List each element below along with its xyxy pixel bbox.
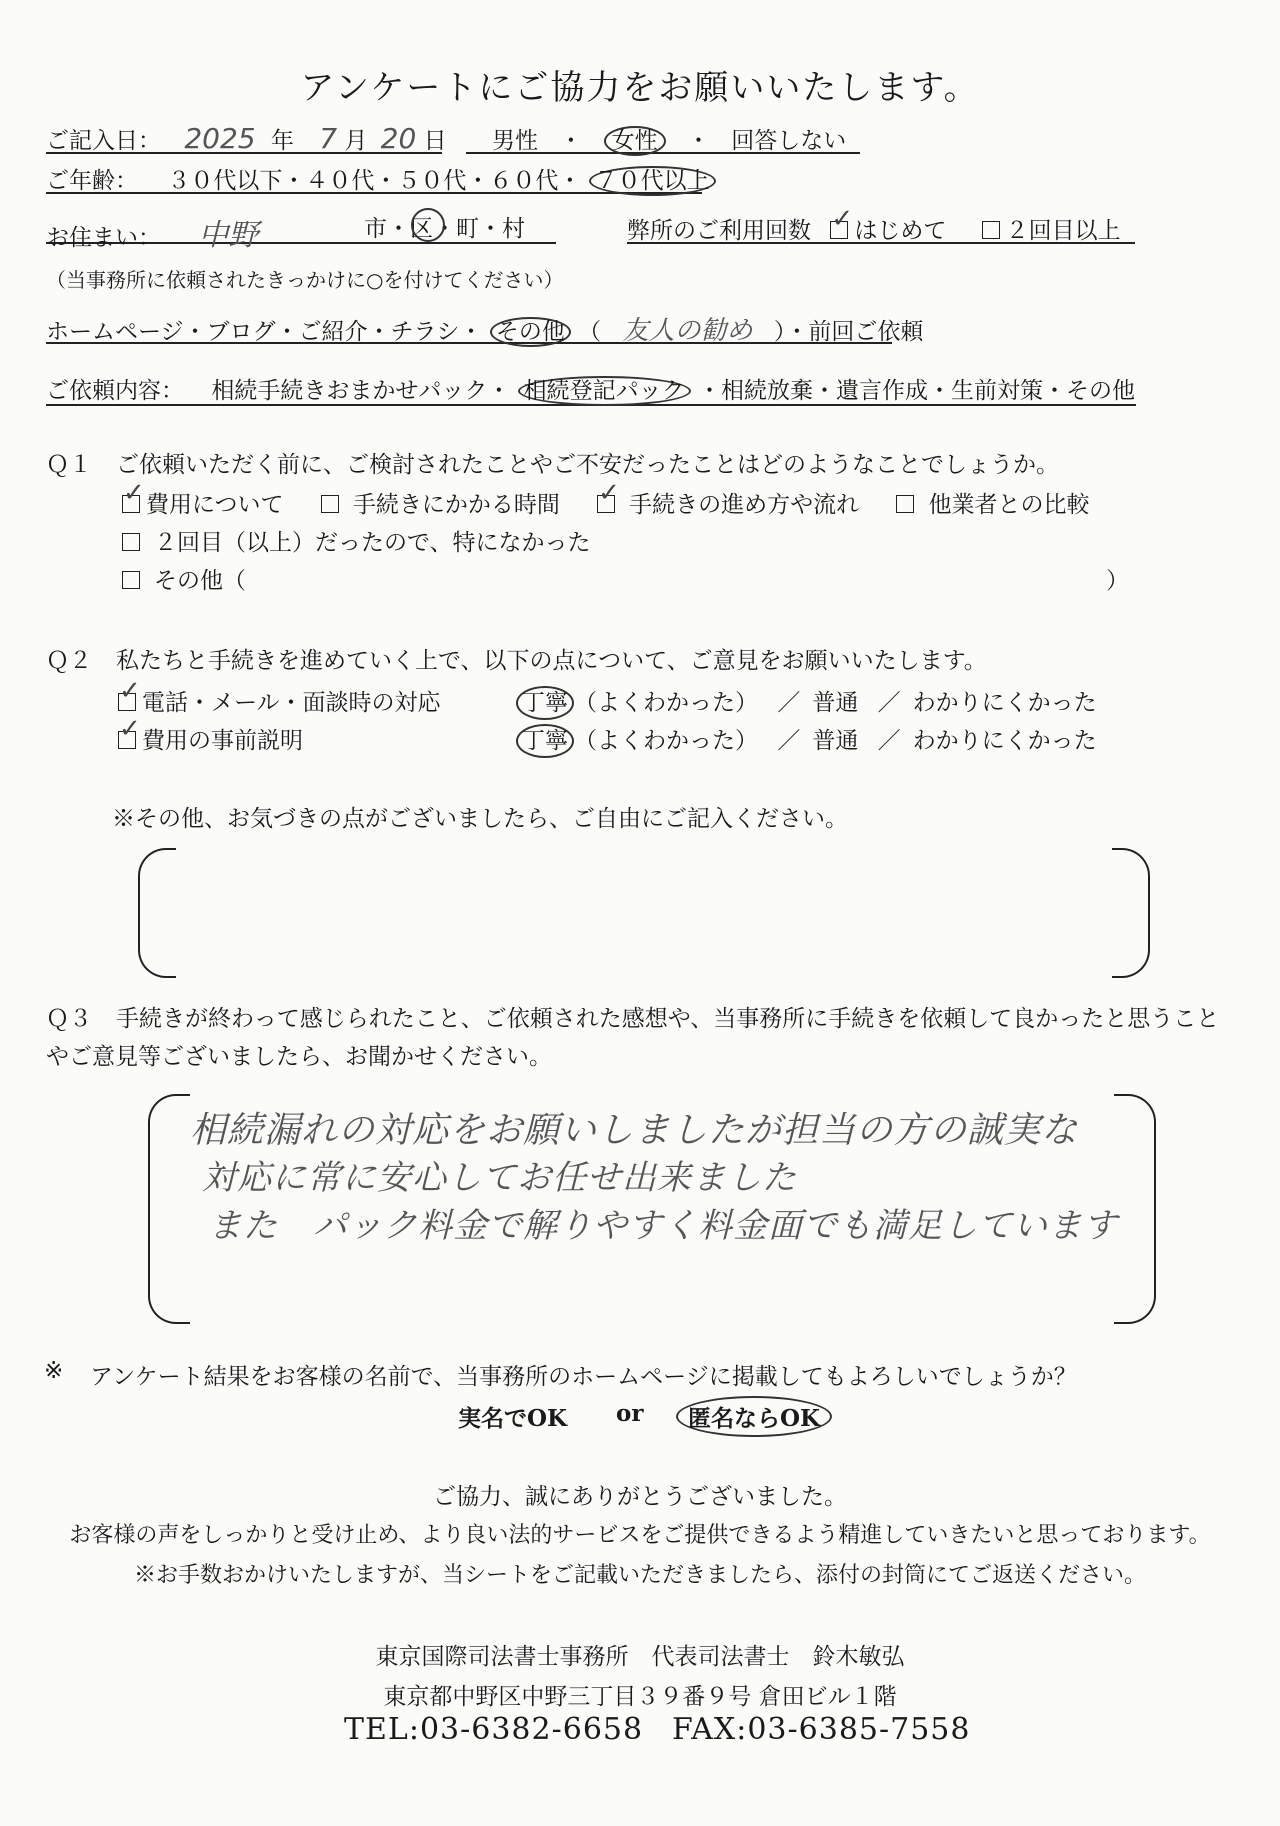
q2-row2-scale <box>516 722 1097 755</box>
ward-circle <box>411 208 445 242</box>
q1-compare-checkbox <box>896 495 914 513</box>
q3-answer-bracket-left <box>148 1094 190 1324</box>
q1-flow-checkbox <box>597 495 615 513</box>
q2-row2-sep2: ／ <box>877 728 901 754</box>
date-year: 2025 <box>184 122 256 155</box>
address-row <box>46 210 556 253</box>
publish-question: アンケート結果をお客様の名前で、当事務所のホームページに掲載してもよろしいでしょうか？ <box>90 1364 1077 1390</box>
gender-male: 男性 <box>492 128 538 154</box>
date-month: 7 <box>319 122 338 155</box>
closing-message: お客様の声をしっかりと受け止め、より良い法的サービスをご提供できるよう精進していきたいと思っております。 <box>69 1523 1211 1548</box>
q3-answer-line1: 相続漏れの対応をお願いしましたが担当の方の誠実な <box>190 1110 1079 1151</box>
q1-cost-checkbox <box>122 495 140 513</box>
q1-cost: 費用について <box>146 492 284 518</box>
request-row <box>46 372 1136 406</box>
date-row <box>46 122 447 155</box>
q1-second: ２回目（以上）だったので、特になかった <box>154 530 591 556</box>
closing-return-note: ※お手数おかけいたしますが、当シートをご記載いただきましたら、添付の封筒にてご返送ください。 <box>133 1563 1146 1588</box>
q2-row2 <box>118 722 303 755</box>
visits-first-checkbox <box>830 221 848 239</box>
q2-row1-sep2: ／ <box>877 690 901 716</box>
q2-comment-bracket-left <box>138 848 176 978</box>
q2-row2-checkbox <box>118 731 136 749</box>
q1-options-row3 <box>122 562 246 595</box>
q2-row1-scale <box>516 684 1097 717</box>
office-address: 東京都中野区中野三丁目３９番９号 倉田ビル１階 <box>383 1684 897 1710</box>
q1-time: 手続きにかかる時間 <box>352 492 560 518</box>
q2-free-prompt: ※その他、お気づきの点がございましたら、ご自由にご記入ください。 <box>112 806 848 832</box>
age-label: ご年齢： <box>46 168 138 194</box>
visits-repeat-checkbox <box>982 221 1000 239</box>
date-day: 20 <box>380 122 417 155</box>
q1-options-row1 <box>122 486 1089 519</box>
q2-row1 <box>118 684 441 717</box>
q2-row1-sep1: ／ <box>777 690 801 716</box>
q2-row2-normal: 普通 <box>812 728 859 754</box>
q2-row2-unclear: わかりにくかった <box>912 728 1097 754</box>
visits-first: はじめて <box>854 218 947 244</box>
q1-other-close: ） <box>1106 568 1129 594</box>
request-selected-circled: 相続登記パック <box>518 376 691 406</box>
q1-flow: 手続きの進め方や流れ <box>629 492 860 518</box>
office-fax: FAX:03-6385-7558 <box>672 1712 971 1747</box>
q1-question: ご依頼いただく前に、ご検討されたことやご不安だったことはどのようなことでしょうか。 <box>116 452 1059 478</box>
publish-or: or <box>616 1400 644 1427</box>
age-options: ３０代以下・４０代・５０代・６０代・ <box>167 168 582 194</box>
day-unit: 日 <box>423 128 447 154</box>
q2-row1-unclear: わかりにくかった <box>912 690 1097 716</box>
q1-other-checkbox <box>122 571 140 589</box>
q2-question: 私たちと手続きを進めていく上で、以下の点について、ご意見をお願いいたします。 <box>116 648 987 674</box>
publish-anon-circled: 匿名ならOK <box>676 1396 832 1437</box>
publish-real: 実名でOK <box>458 1405 568 1432</box>
q3-answer-line3: また パック料金で解りやすく料金面でも満足しています <box>208 1206 1118 1246</box>
q1-options-row2 <box>122 524 591 557</box>
age-row <box>46 162 710 194</box>
gender-none: 回答しない <box>731 128 847 154</box>
q2-row1-checkbox <box>118 693 136 711</box>
q2-comment-bracket-right <box>1112 848 1150 978</box>
trigger-note: （当事務所に依頼されたきっかけに○を付けてください） <box>46 268 564 292</box>
q3-answer-line2: 対応に常に安心してお任せ出来ました <box>202 1158 797 1198</box>
q2-row2-sep1: ／ <box>777 728 801 754</box>
age-selected-circled: ７０代以上 <box>589 166 716 196</box>
q3-number: Ｑ３ <box>46 1006 92 1032</box>
q1-other: その他（ <box>154 568 246 594</box>
office-name: 東京国際司法書士事務所 代表司法書士 鈴木敏弘 <box>375 1644 905 1670</box>
date-label: ご記入日： <box>46 128 161 154</box>
q2-row1-polite-circled: 丁寧 <box>516 686 574 720</box>
q1-time-checkbox <box>321 495 339 513</box>
office-tel: TEL:03-6382-6658 <box>344 1712 644 1747</box>
trigger-last: ）・前回ご依頼 <box>773 319 924 345</box>
visits-repeat: ２回目以上 <box>1005 218 1121 244</box>
closing-thanks: ご協力、誠にありがとうございました。 <box>433 1484 847 1510</box>
q2-row1-normal: 普通 <box>812 690 859 716</box>
q1-second-checkbox <box>122 533 140 551</box>
publish-mark: ※ <box>44 1358 64 1384</box>
q2-row2-label: 費用の事前説明 <box>142 728 303 754</box>
trigger-selected-circled: その他 <box>490 317 571 347</box>
year-unit: 年 <box>270 128 294 154</box>
trigger-other-value: 友人の勧め <box>622 316 753 346</box>
trigger-row: ホームページ・ブログ・ご紹介・チラシ・ その他 （ 友人の勧め ）・前回ご依頼 <box>46 310 892 344</box>
q2-row2-polite-circled: 丁寧 <box>516 724 574 758</box>
q2-row2-polite-note: （よくわかった） <box>574 728 758 754</box>
q3-question-line1: 手続きが終わって感じられたこと、ご依頼された感想や、当事務所に手続きを依頼して良かったと思うこと <box>116 1006 1220 1032</box>
q2-row1-label: 電話・メール・面談時の対応 <box>142 690 441 716</box>
trigger-options: ホームページ・ブログ・ご紹介・チラシ・ <box>46 319 483 345</box>
address-units: 市・区・町・村 <box>364 216 525 242</box>
gender-female-circled: 女性 <box>604 126 666 156</box>
q1-compare: 他業者との比較 <box>928 492 1090 518</box>
gender-row: 男性 ・ 女性 ・ 回答しない <box>466 122 860 154</box>
request-rest: ・相続放棄・遺言作成・生前対策・その他 <box>697 378 1135 404</box>
q2-row1-polite-note: （よくわかった） <box>574 690 758 716</box>
visits-label: 弊所のご利用回数 <box>627 218 811 244</box>
q3-question-line2: やご意見等ございましたら、お聞かせください。 <box>46 1044 552 1070</box>
q2-number: Ｑ２ <box>46 648 92 674</box>
address-label: お住まい： <box>46 225 161 251</box>
survey-title: アンケートにご協力をお願いいたします。 <box>300 68 980 108</box>
request-opt1: 相続手続きおまかせパック・ <box>211 378 511 404</box>
q1-number: Ｑ１ <box>46 452 92 478</box>
visits-row <box>627 212 1135 244</box>
request-label: ご依頼内容： <box>46 378 184 404</box>
address-value: 中野 <box>198 218 259 253</box>
month-unit: 月 <box>344 128 368 154</box>
q3-answer-bracket-right <box>1114 1094 1156 1324</box>
